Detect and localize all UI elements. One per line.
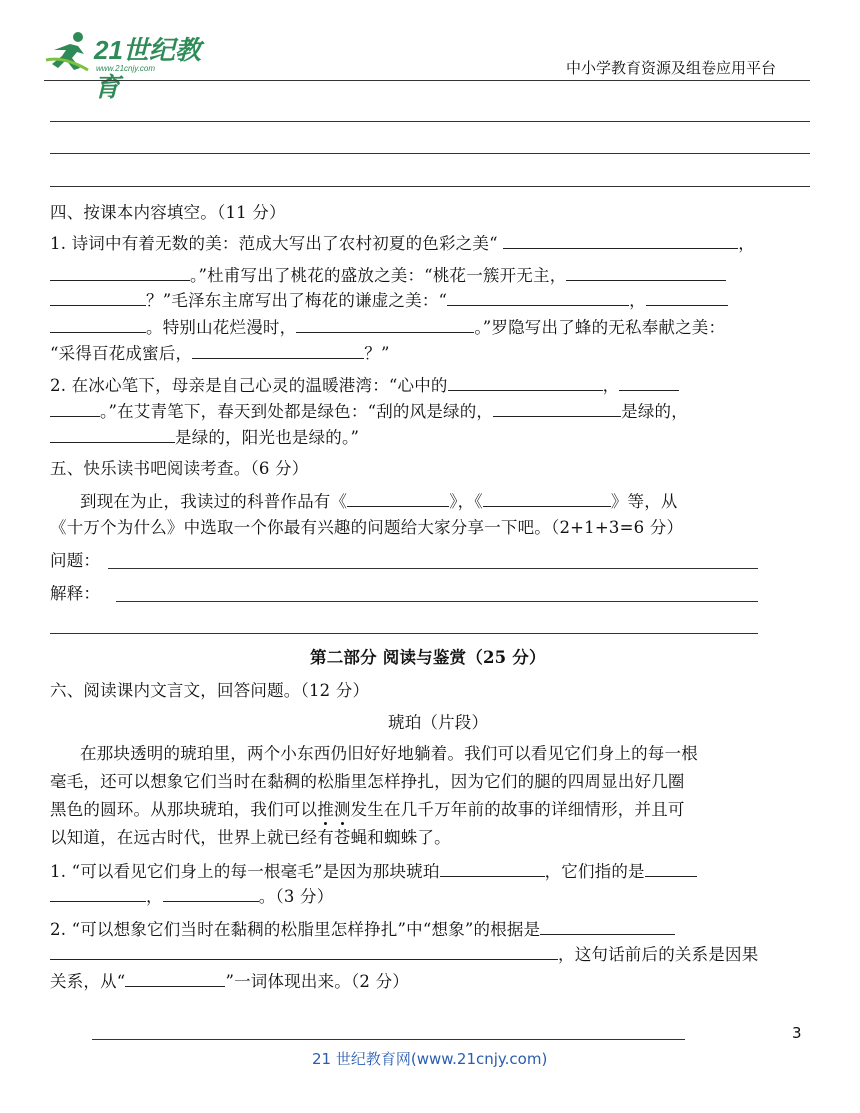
runner-icon	[44, 30, 94, 72]
blank[interactable]	[50, 290, 146, 306]
question-line: 。”在艾青笔下，春天到处都是绿色：“刮的风是绿的， 是绿的，	[50, 401, 688, 423]
section-title: 六、阅读课内文言文，回答问题。（12 分）	[50, 681, 370, 700]
question-line: “采得百花成蜜后， ？”	[50, 344, 390, 363]
blank[interactable]	[447, 290, 629, 306]
section-title: 四、按课本内容填空。（11 分）	[50, 203, 286, 222]
passage-line: 毫毛，还可以想象它们当时在黏稠的松脂里怎样挣扎，因为它们的腿的四周显出好几圈	[50, 772, 685, 791]
question-line: 。特别山花烂漫时， 。”罗隐写出了蜂的无私奉献之美：	[50, 317, 725, 339]
question-line: 《十万个为什么》中选取一个你最有兴趣的问题给大家分享一下吧。（2+1+3=6 分）	[50, 518, 684, 537]
question-line: 2. 在冰心笔下，母亲是自己心灵的温暖港湾：“心中的 ，	[50, 375, 679, 397]
blank[interactable]	[192, 343, 364, 359]
blank[interactable]	[566, 265, 726, 281]
answer-line	[50, 153, 810, 154]
blank[interactable]	[296, 317, 474, 333]
question-line: 。”杜甫写出了桃花的盛放之美：“桃花一簇开无主，	[50, 265, 726, 287]
footer-rule	[92, 1039, 685, 1040]
question-line: 到现在为止，我读过的科普作品有《 》，《 》等，从	[80, 492, 678, 511]
question-line: 1. “可以看见它们身上的每一根毫毛”是因为那块琥珀 ，它们指的是	[50, 861, 697, 883]
emphasis-char: 测	[333, 800, 351, 819]
blank[interactable]	[645, 861, 697, 877]
blank[interactable]	[50, 265, 190, 281]
blank[interactable]	[50, 886, 146, 902]
answer-label: 解释：	[50, 584, 101, 603]
question-line: 1. 诗词中有着无数的美：范成大写出了农村初夏的色彩之美“ ，	[50, 234, 755, 253]
question-line: 2. “可以想象它们当时在黏稠的松脂里怎样挣扎”中“想象”的根据是	[50, 919, 675, 941]
blank[interactable]	[646, 290, 728, 306]
logo-url: www.21cnjy.com	[96, 64, 155, 73]
passage-line: 以知道，在远古时代，世界上就已经有苍蝇和蜘蛛了。	[50, 828, 451, 847]
blank[interactable]	[448, 375, 603, 391]
answer-line[interactable]	[50, 633, 758, 634]
footer-site: 21 世纪教育网(www.21cnjy.com)	[312, 1050, 548, 1068]
blank[interactable]	[440, 861, 545, 877]
answer-line	[50, 186, 810, 187]
answer-line[interactable]	[116, 601, 758, 602]
logo	[44, 28, 214, 102]
question-label: 问题：	[50, 551, 101, 570]
question-line: 关系，从“ ”一词体现出来。（2 分）	[50, 972, 409, 991]
page-number: 3	[792, 1024, 802, 1042]
question-line: 是绿的，阳光也是绿的。”	[50, 427, 359, 449]
question-line: ，这句话前后的关系是因果	[50, 944, 758, 966]
platform-name: 中小学教育资源及组卷应用平台	[566, 59, 777, 77]
passage-title: 琥珀（片段）	[388, 713, 489, 732]
question-line: ， 。（3 分）	[50, 886, 333, 908]
logo-text: 21世纪教育	[94, 35, 201, 102]
blank[interactable]	[125, 971, 225, 987]
blank[interactable]	[493, 401, 621, 417]
header	[0, 0, 860, 102]
header-rule	[44, 80, 810, 81]
blank[interactable]	[50, 401, 100, 417]
answer-line[interactable]	[108, 568, 758, 569]
emphasis-char: 推	[317, 800, 334, 819]
question-line: ？”毛泽东主席写出了梅花的谦虚之美：“ ，	[50, 290, 728, 312]
blank[interactable]	[50, 427, 175, 443]
blank[interactable]	[347, 491, 449, 507]
blank[interactable]	[503, 233, 738, 249]
blank[interactable]	[50, 317, 146, 333]
passage-line: 在那块透明的琥珀里，两个小东西仍旧好好地躺着。我们可以看见它们身上的每一根	[80, 744, 698, 763]
blank[interactable]	[540, 919, 675, 935]
section-title: 五、快乐读书吧阅读考查。（6 分）	[50, 459, 309, 478]
blank[interactable]	[50, 944, 558, 960]
passage-line: 黑色的圆环。从那块琥珀，我们可以推测发生在几千万年前的故事的详细情形，并且可	[50, 800, 685, 819]
answer-line	[50, 121, 810, 122]
blank[interactable]	[619, 375, 679, 391]
blank[interactable]	[163, 886, 259, 902]
blank[interactable]	[483, 491, 611, 507]
part-title: 第二部分 阅读与鉴赏（25 分）	[310, 648, 546, 667]
